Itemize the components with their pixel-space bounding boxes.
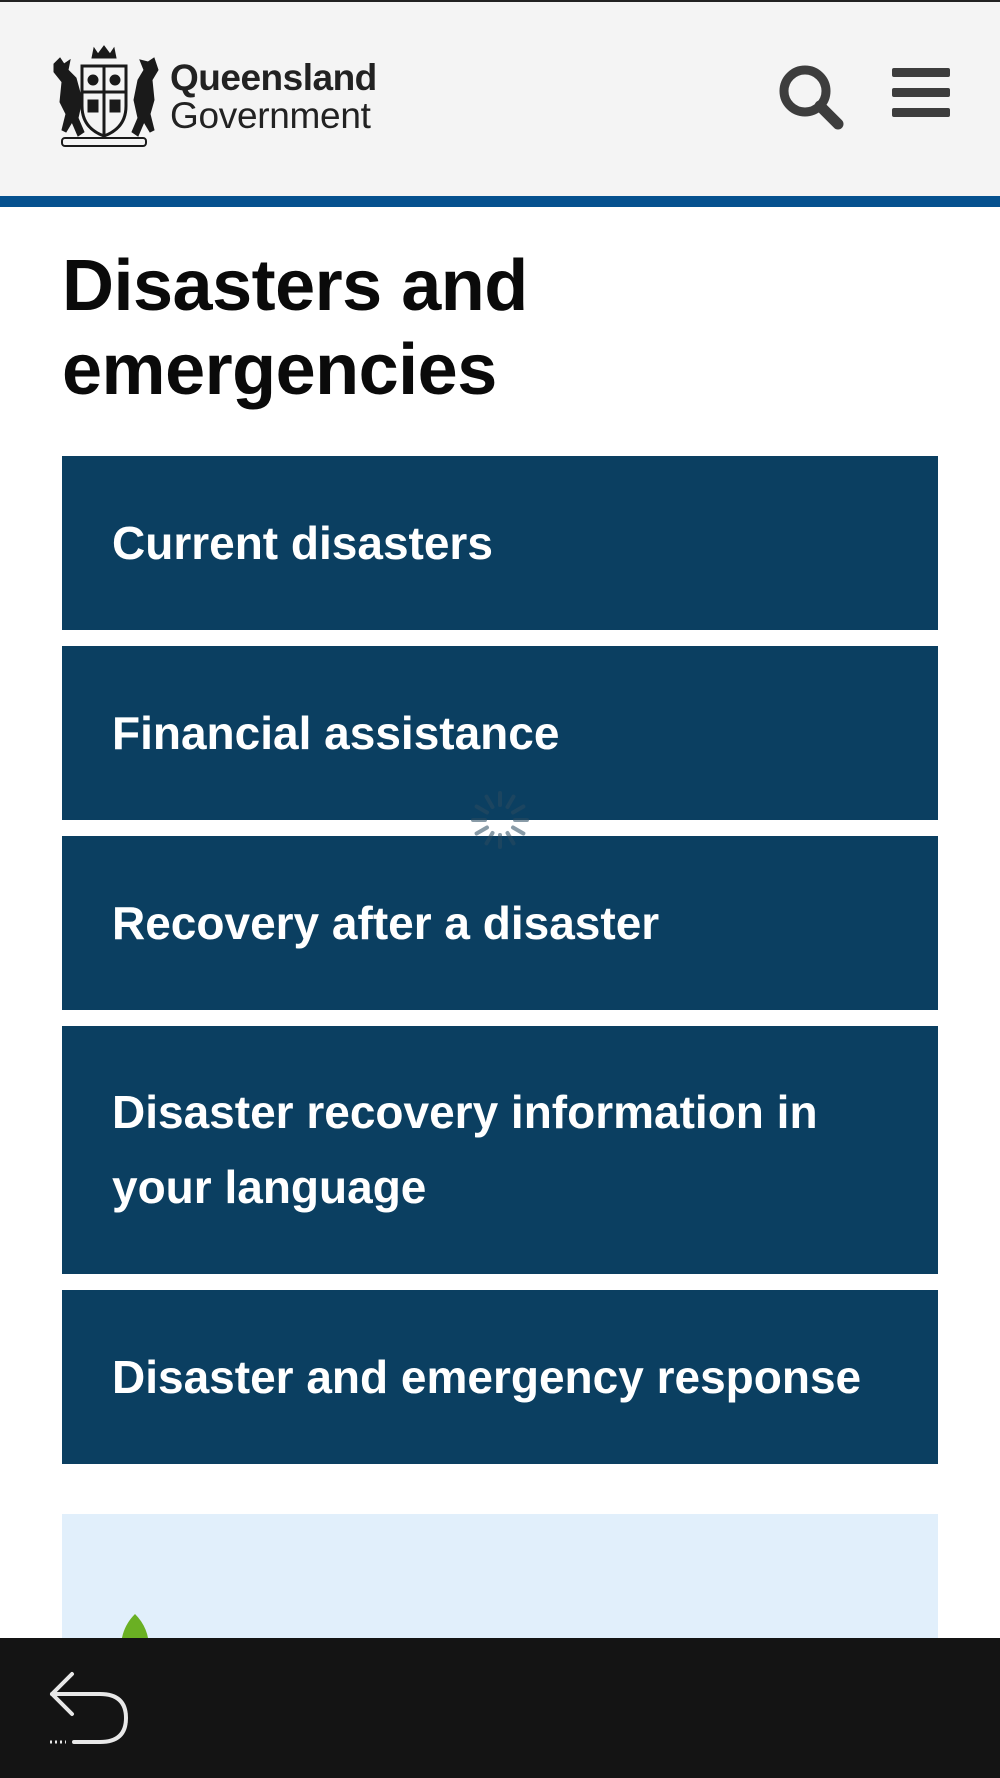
tile-label: Recovery after a disaster xyxy=(112,896,660,949)
tile-recovery-after-disaster[interactable] xyxy=(62,836,938,1010)
coat-of-arms-crest-icon xyxy=(48,44,160,150)
logo-text xyxy=(170,59,377,135)
site-header xyxy=(0,0,1000,196)
system-navigation-bar xyxy=(0,1638,1000,1778)
menu-button[interactable] xyxy=(888,64,954,122)
tile-label: Financial assistance xyxy=(112,706,560,759)
loading-spinner-icon xyxy=(469,789,531,851)
tile-recovery-info-your-language[interactable] xyxy=(62,1026,938,1274)
header-accent-bar xyxy=(0,196,1000,207)
tile-disaster-emergency-response[interactable] xyxy=(62,1290,938,1464)
logo-line-queensland: Queensland xyxy=(170,57,377,98)
tile-label: Current disasters xyxy=(112,516,493,569)
page-title: Disasters and emergencies xyxy=(62,246,528,410)
search-icon xyxy=(776,62,846,132)
logo-line-government: Government xyxy=(170,95,371,136)
search-button[interactable] xyxy=(776,62,846,132)
back-arrow-icon xyxy=(44,1664,136,1750)
qld-gov-logo[interactable] xyxy=(48,44,377,150)
tile-current-disasters[interactable] xyxy=(62,456,938,630)
hamburger-menu-icon xyxy=(888,64,954,122)
topic-tile-list xyxy=(62,456,938,1480)
tile-label: Disaster recovery information in your language xyxy=(112,1086,818,1213)
back-button[interactable] xyxy=(44,1664,136,1750)
tile-label: Disaster and emergency response xyxy=(112,1350,862,1403)
